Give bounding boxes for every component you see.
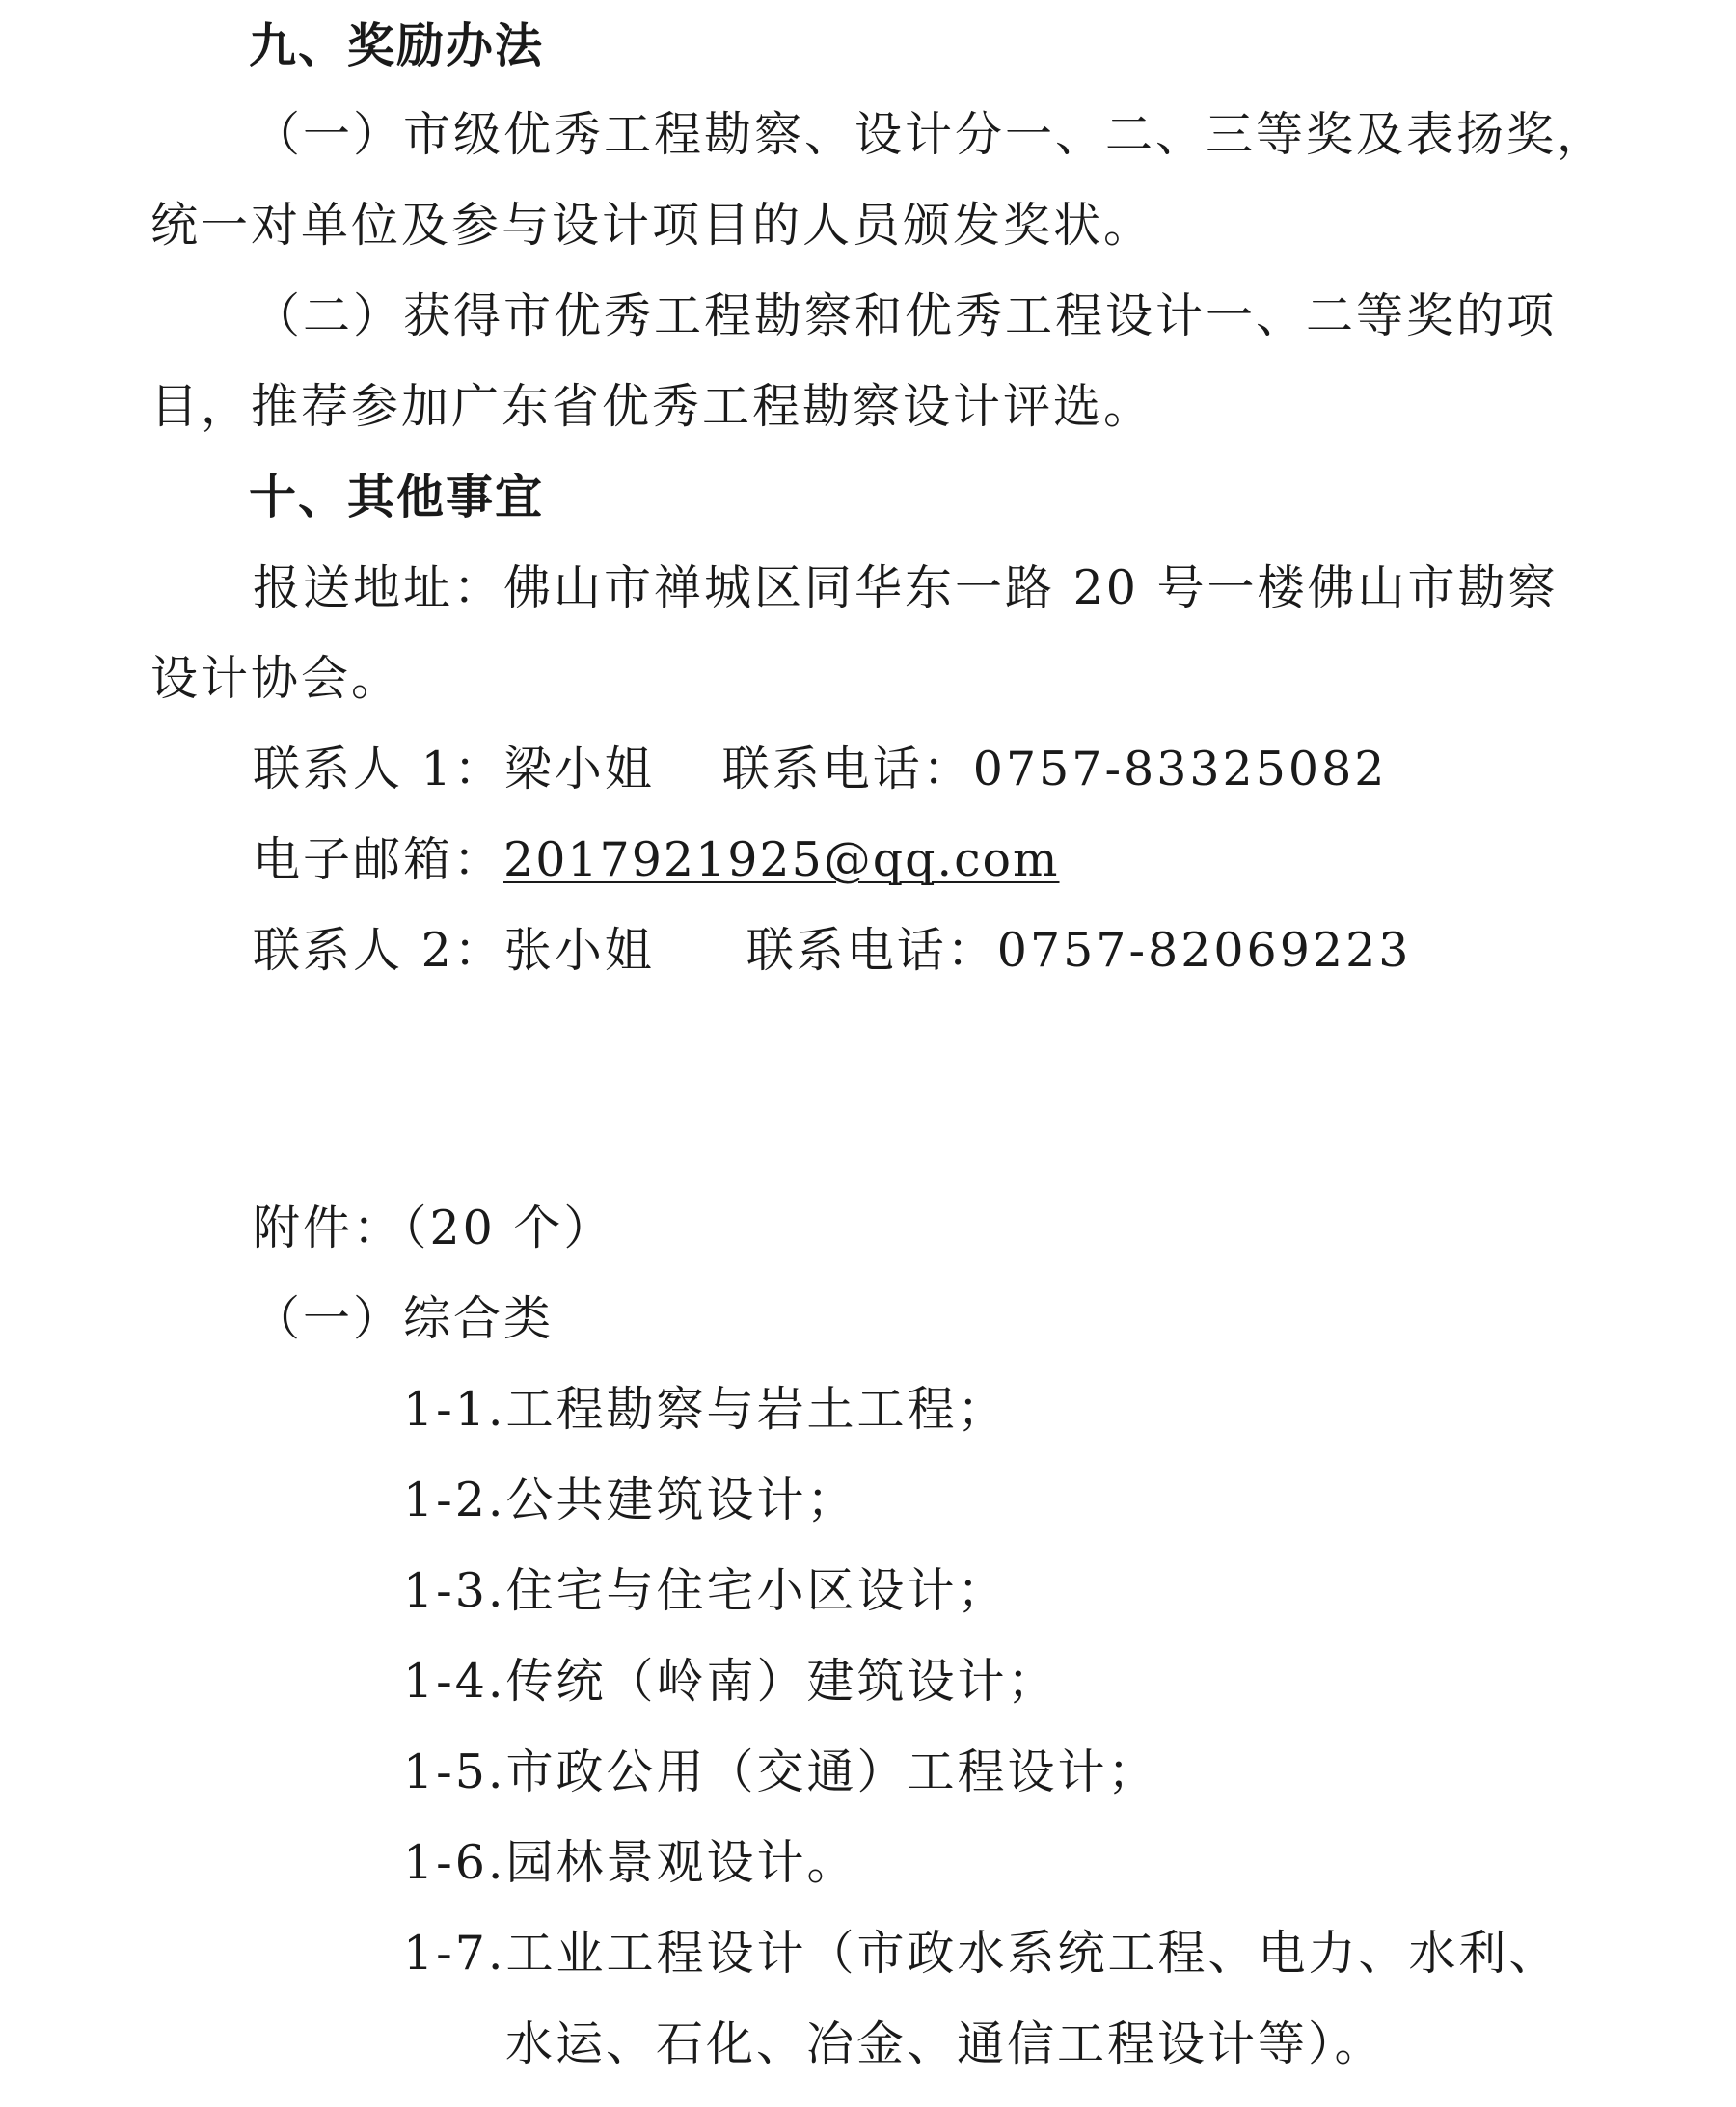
attachment-item: 1-3.住宅与住宅小区设计；: [403, 1563, 1008, 1618]
contact-2-phone: 联系电话：0757-82069223: [746, 923, 1412, 978]
contact-2-name: 联系人 2：张小姐: [253, 923, 655, 978]
attachment-item-7-continuation: 水运、石化、冶金、通信工程设计等）。: [505, 2016, 1385, 2071]
attachments-title: 附件：（20 个）: [253, 1201, 614, 1256]
section-9-paragraph-1-line-2: 统一对单位及参与设计项目的人员颁发奖状。: [150, 198, 1154, 253]
attachment-item: 1-6.园林景观设计。: [403, 1835, 857, 1890]
attachment-item: 1-1.工程勘察与岩土工程；: [403, 1382, 1008, 1437]
contact-1-name: 联系人 1：梁小姐: [253, 742, 655, 797]
contact-1-phone: 联系电话：0757-83325082: [721, 742, 1388, 797]
email-row: [253, 831, 1060, 889]
address-line-1: 报送地址：佛山市禅城区同华东一路 20 号一楼佛山市勘察: [253, 560, 1559, 615]
email-label: 电子邮箱：: [253, 832, 504, 887]
section-10-heading: 十、其他事宜: [249, 470, 545, 525]
attachment-item: 1-2.公共建筑设计；: [403, 1472, 857, 1527]
email-link[interactable]: 2017921925@qq.com: [503, 832, 1060, 887]
attachment-item: 1-5.市政公用（交通）工程设计；: [403, 1744, 1158, 1799]
section-9-paragraph-1-line-1: （一）市级优秀工程勘察、设计分一、二、三等奖及表扬奖，: [253, 107, 1608, 162]
contact-2-row: [253, 922, 1411, 980]
contact-1-row: [253, 741, 1387, 798]
section-9-heading: 九、奖励办法: [249, 18, 545, 73]
section-9-paragraph-2-line-1: （二）获得市优秀工程勘察和优秀工程设计一、二等奖的项: [253, 288, 1558, 343]
section-9-paragraph-2-line-2: 目，推荐参加广东省优秀工程勘察设计评选。: [150, 379, 1154, 434]
attachment-item: 1-7.工业工程设计（市政水系统工程、电力、水利、: [403, 1926, 1560, 1981]
address-line-2: 设计协会。: [150, 651, 402, 706]
attachment-item: 1-4.传统（岭南）建筑设计；: [403, 1654, 1058, 1709]
attachment-category-1: （一）综合类: [253, 1291, 555, 1346]
